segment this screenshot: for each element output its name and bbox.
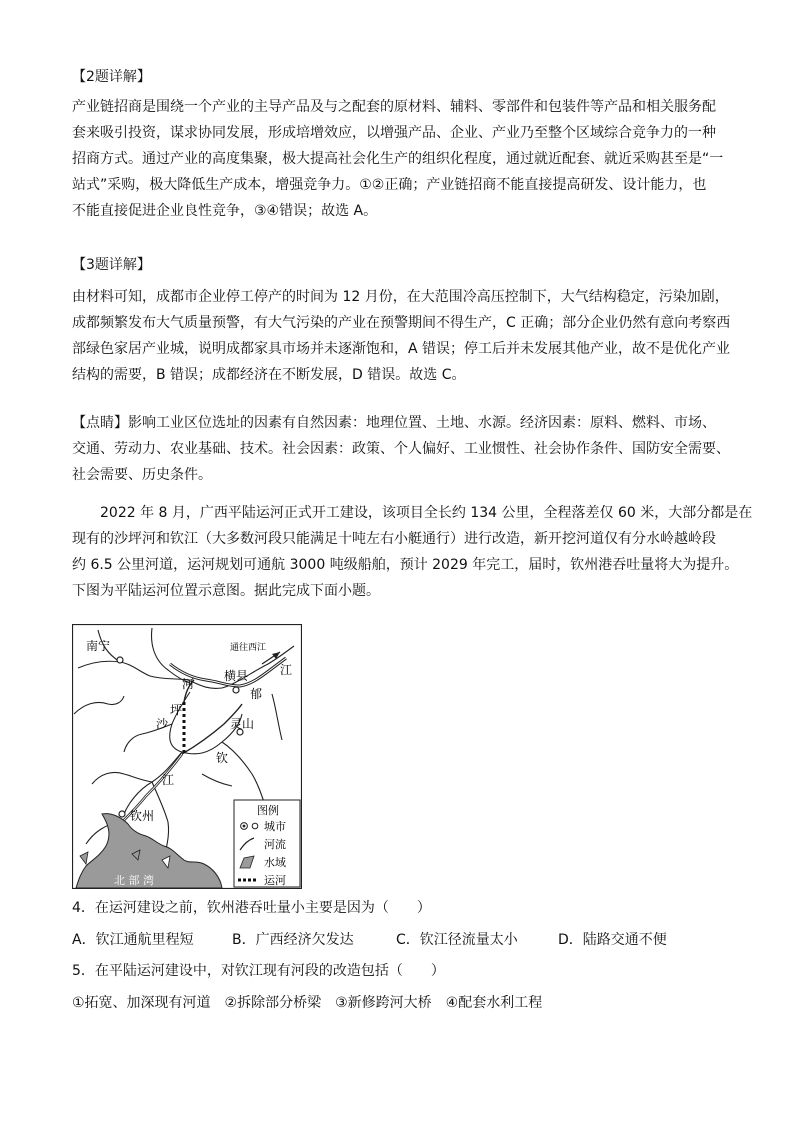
section3-line: 由材料可知，成都市企业停工停产的时间为 12 月份，在大范围冷高压控制下，大气结构稳定，污染加剧， — [72, 289, 729, 305]
legend-city-icon — [252, 823, 258, 829]
intro-line: 现有的沙坪河和钦江（大多数河段只能满足十吨左右小艇通行）进行改造，新开挖河道仅有分水岭越岭段 — [72, 531, 716, 547]
question-4-option-a[interactable]: A．钦江通航里程短 — [72, 932, 194, 948]
legend-water: 水域 — [264, 856, 286, 869]
label-qinzhou: 钦州 — [130, 809, 155, 823]
section3-body — [72, 284, 732, 388]
label-tongwang: 通往西江 — [230, 643, 267, 653]
section3-line: 结构的需要，B 错误；成都经济在不断发展，D 错误。故选 C。 — [72, 367, 466, 383]
legend-capital-dot — [243, 825, 246, 828]
label-sha: 沙 — [156, 717, 169, 731]
section2-line: 套来吸引投资，谋求协同发展，形成培增效应，以增强产品、企业、产业乃至整个区域综合竞争力的一种 — [72, 125, 716, 141]
qinzhou-city-icon — [119, 811, 125, 817]
nanning-city-icon — [117, 657, 123, 663]
intro-line: 下图为平陆运河位置示意图。据此完成下面小题。 — [72, 583, 380, 599]
intro-line: 2022 年 8 月，广西平陆运河正式开工建设，该项目全长约 134 公里，全程落差仅 60 米，大部分都是在 — [72, 505, 753, 521]
label-nanning: 南宁 — [86, 639, 111, 653]
question-4-option-d[interactable]: D．陆路交通不便 — [558, 932, 667, 948]
section2-line: 不能直接促进企业良性竞争，③④错误；故选 A。 — [72, 203, 378, 219]
question-4-stem: 4．在运河建设之前，钦州港吞吐量小主要是因为（ ） — [72, 900, 431, 916]
label-hengxian: 横县 — [224, 669, 249, 683]
legend-title: 图例 — [257, 804, 279, 817]
label-ping: 坪 — [170, 703, 183, 717]
section3-line: 部绿色家居产业城，说明成都家具市场并未逐渐饱和，A 错误；停工后并未发展其他产业，故不是优化产业 — [72, 341, 731, 357]
intro-body — [72, 500, 753, 604]
label-jiang-mid: 江 — [162, 773, 175, 787]
legend-canal: 运河 — [264, 874, 286, 887]
section3-line: 成都频繁发布大气质量预警，有大气污染的产业在预警期间不得生产，C 正确；部分企业仍然有意向考察西 — [72, 315, 731, 331]
section3-heading: 【3题详解】 — [72, 257, 151, 273]
question-5-items: ①拓宽、加深现有河道 ②拆除部分桥梁 ③新修跨河大桥 ④配套水利工程 — [72, 995, 543, 1011]
label-jiang-top: 江 — [280, 663, 293, 677]
section2-line: 站式”采购，极大降低生产成本，增强竞争力。①②正确；产业链招商不能直接提高研发、设计能力，也 — [72, 177, 707, 193]
section2-line: 产业链招商是围绕一个产业的主导产品及与之配套的原材料、辅料、零部件和包装件等产品和相关服务配 — [72, 99, 716, 115]
label-lingshan: 灵山 — [230, 717, 255, 731]
hengxian-city-icon — [233, 687, 239, 693]
intro-line: 约 6.5 公里河道，运河规划可通航 3000 吨级船舶，预计 2029 年完工，届时，钦州港吞吐量将大为提升。 — [72, 557, 739, 573]
legend-river: 河流 — [264, 838, 286, 851]
question-5-stem: 5．在平陆运河建设中，对钦江现有河段的改造包括（ ） — [72, 963, 445, 979]
question-4-option-b[interactable]: B．广西经济欠发达 — [232, 932, 354, 948]
label-yu: 郁 — [250, 687, 263, 701]
tip-line: 交通、劳动力、农业基础、技术。社会因素：政策、个人偏好、工业惯性、社会协作条件、国防安全需要、 — [72, 441, 730, 457]
tip-line: 【点睛】影响工业区位选址的因素有自然因素：地理位置、土地、水源。经济因素：原料、燃料、市场、 — [72, 415, 716, 431]
label-bay: 北 部 湾 — [114, 874, 154, 887]
map-legend — [234, 800, 300, 887]
section2-heading: 【2题详解】 — [72, 69, 151, 85]
question-4-option-c[interactable]: C．钦江径流量太小 — [396, 932, 518, 948]
tip-line: 社会需要、历史条件。 — [72, 467, 212, 483]
label-qin: 钦 — [216, 751, 229, 765]
tip-body — [72, 410, 732, 488]
section2-body — [72, 94, 732, 224]
legend-city: 城市 — [264, 820, 286, 833]
label-he: 河 — [182, 677, 195, 691]
canal-location-map — [72, 624, 302, 889]
section2-line: 招商方式。通过产业的高度集聚，极大提高社会化生产的组织化程度，通过就近配套、就近采购甚至是“一 — [72, 151, 724, 167]
